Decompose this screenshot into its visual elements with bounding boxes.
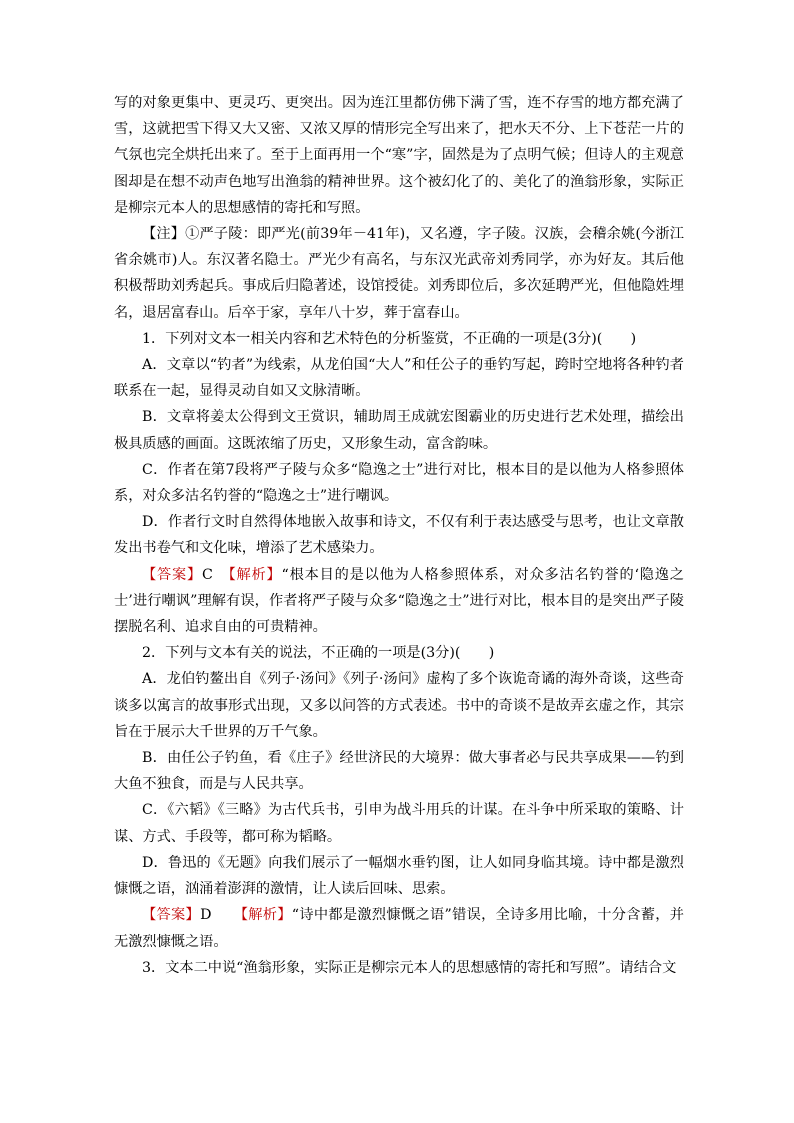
question-1-option-b: B．文章将姜太公得到文王赏识，辅助周王成就宏图霸业的历史进行艺术处理，描绘出极具质感的画面。这既浓缩了历史，又形象生动，富含韵味。 (114, 409, 684, 452)
answer-value: C (201, 566, 213, 583)
question-1-option-d: D．作者行文时自然得体地嵌入故事和诗文，不仅有利于表达感受与思考，也让文章散发出书卷气和文化味，增添了艺术感染力。 (114, 514, 684, 557)
note-paragraph (114, 221, 684, 326)
question-3-stem: 3．文本二中说“渔翁形象，实际正是柳宗元本人的思想感情的寄托和写照”。请结合文 (142, 959, 677, 976)
passage-paragraph: 写的对象更集中、更灵巧、更突出。因为连江里都仿佛下满了雪，连不存雪的地方都充满了雪，这就把雪下得又大又密、又浓又厚的情形完全写出来了，把水天不分、上下苍茫一片的气氛也完全烘托出来了。至于上面再用一个“寒”字，固然是为了点明气候；但诗人的主观意图却是在想不动声色地写出渔翁的精神世界。这个被幻化了的、美化了的渔翁形象，实际正是柳宗元本人的思想感情的寄托和写照。 (114, 95, 684, 216)
question-1-answer (114, 562, 684, 641)
question-2-stem: 2．下列与文本有关的说法，不正确的一项是(3分)( ) (142, 645, 495, 662)
answer-value: D (200, 907, 212, 924)
note-text: ①严子陵：即严光(前39年－41年)，又名遵，字子陵。汉族，会稽余姚(今浙江省余姚市)人。东汉著名隐士。严光少有高名，与东汉光武帝刘秀同学，亦为好友。其后他积极帮助刘秀起兵。事成后归隐著述，设馆授徒。刘秀即位后，多次延聘严光，但他隐姓埋名，退居富春山。后卒于家，享年八十岁，葬于富春山。 (114, 226, 684, 321)
question-2-option-d: D．鲁迅的《无题》向我们展示了一幅烟水垂钓图，让人如同身临其境。诗中都是激烈慷慨之语，汹涌着澎湃的激情，让人读后回味、思索。 (114, 854, 684, 898)
question-2-answer (114, 902, 684, 954)
answer-tag: 【答案】 (142, 907, 201, 924)
analysis-tag: 【解析】 (240, 907, 292, 924)
note-tag: 【注】 (142, 226, 186, 243)
question-2-option-b: B．由任公子钓鱼，看《庄子》经世济民的大境界：做大事者必与民共享成果——钓到大鱼不独食，而是与人民共享。 (114, 750, 684, 793)
answer-tag: 【答案】 (142, 566, 202, 583)
question-2-option-c: C．《六韬》《三略》为古代兵书，引申为战斗用兵的计谋。在斗争中所采取的策略、计谋、方式、手段等，都可称为韬略。 (114, 802, 684, 845)
document-body (114, 90, 684, 981)
analysis-text: “根本目的是以他为人格参照体系，对众多沽名钓誉的‘隐逸之士’进行嘲讽”理解有误，作者将严子陵与众多“隐逸之士”进行对比，根本目的是突出严子陵摆脱名利、追求自由的可贵精神。 (114, 566, 684, 636)
question-1-stem: 1．下列对文本一相关内容和艺术特色的分析鉴赏，不正确的一项是(3分)( ) (142, 330, 637, 347)
analysis-text: “诗中都是激烈慷慨之语”错误，全诗多用比喻，十分含蓄，并无激烈慷慨之语。 (114, 907, 684, 950)
question-1-option-c: C．作者在第7段将严子陵与众多“隐逸之士”进行对比，根本目的是以他为人格参照体系，对众多沽名钓誉的“隐逸之士”进行嘲讽。 (114, 461, 684, 505)
question-2-option-a: A．龙伯钓鳌出自《列子·汤问》《列子·汤问》虚构了多个诙诡奇谲的海外奇谈，这些奇谈多以寓言的故事形式出现，又多以问答的方式表述。书中的奇谈不是故弄玄虚之作，其宗旨在于展示大千世界的万千气象。 (114, 671, 684, 740)
analysis-tag: 【解析】 (228, 566, 282, 583)
question-1-option-a: A．文章以“钓者”为线索，从龙伯国“大人”和任公子的垂钓写起，跨时空地将各种钓者联系在一起，显得灵动自如又文脉清晰。 (114, 357, 684, 400)
